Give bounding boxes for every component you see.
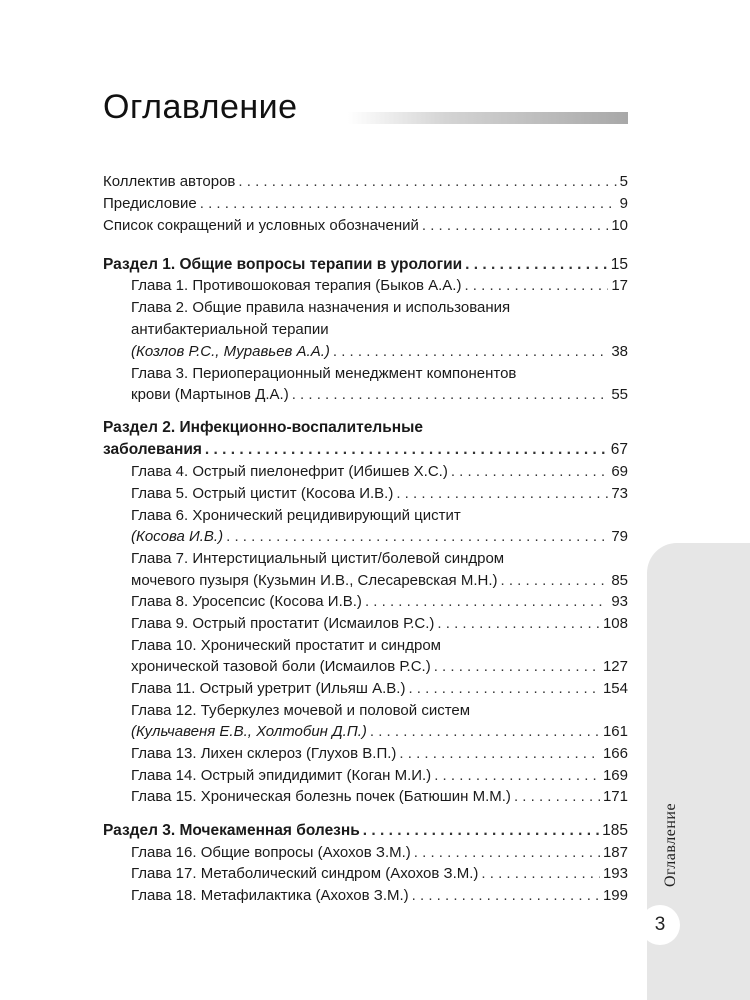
- toc-entry[interactable]: [103, 216, 628, 236]
- toc-chapter-14[interactable]: Глава 14. Острый эпидидимит (Коган М.И.) . . . 169: [131, 766, 628, 786]
- toc-chapter-2-line2[interactable]: антибактериальной терапии: [131, 321, 329, 338]
- toc-chapter-2[interactable]: (Козлов Р.С., Муравьев А.А.) . . . 38: [131, 342, 628, 362]
- toc-section-2[interactable]: заболевания . . . 67: [103, 440, 628, 460]
- toc-chapter-9[interactable]: Глава 9. Острый простатит (Исмаилов Р.С.) . . . 108: [131, 614, 628, 634]
- toc-chapter-6-line1[interactable]: Глава 6. Хронический рецидивирующий цистит: [131, 507, 461, 524]
- toc-chapter-3-line1[interactable]: Глава 3. Периоперационный менеджмент компонентов: [131, 365, 517, 382]
- side-tab-label: Оглавление: [662, 802, 679, 888]
- toc-chapter-12-line1[interactable]: Глава 12. Туберкулез мочевой и половой систем: [131, 702, 471, 719]
- toc-chapter-12[interactable]: (Кульчавеня Е.В., Холтобин Д.П.) . . . 161: [131, 722, 628, 742]
- section-title: Раздел 1. Общие вопросы терапии в урологии: [103, 256, 463, 273]
- toc-chapter-5[interactable]: Глава 5. Острый цистит (Косова И.В.) . . . 73: [131, 484, 628, 504]
- toc-chapter-17[interactable]: Глава 17. Метаболический синдром (Ахохов З.М.) . . . 193: [131, 864, 628, 884]
- toc-section-1[interactable]: [103, 255, 628, 275]
- toc-chapter-7[interactable]: мочевого пузыря (Кузьмин И.В., Слесаревская М.Н.) . . . 85: [131, 571, 628, 591]
- toc-entry-text: Предисловие: [103, 195, 197, 212]
- toc-entry[interactable]: [103, 194, 628, 214]
- toc-chapter-3[interactable]: крови (Мартынов Д.А.) . . . 55: [131, 385, 628, 405]
- toc-chapter-1[interactable]: Глава 1. Противошоковая терапия (Быков А.А.) . . . 17: [131, 276, 628, 296]
- toc-chapter-7-line1[interactable]: Глава 7. Интерстициальный цистит/болевой синдром: [131, 550, 505, 567]
- toc-entry-text: Коллектив авторов: [103, 173, 236, 190]
- toc-entry-page: 9: [619, 195, 628, 212]
- toc-chapter-10[interactable]: хронической тазовой боли (Исмаилов Р.С.) . . . 127: [131, 657, 628, 677]
- page-number: 3: [640, 905, 680, 945]
- toc-entry-page: 10: [611, 217, 628, 234]
- section-page: 15: [610, 256, 628, 273]
- toc-entry-text: Список сокращений и условных обозначений: [103, 217, 419, 234]
- toc-chapter-15[interactable]: Глава 15. Хроническая болезнь почек (Батюшин М.М.) . . . 171: [131, 787, 628, 807]
- toc-chapter-4[interactable]: Глава 4. Острый пиелонефрит (Ибишев Х.С.) . . . 69: [131, 462, 628, 482]
- page-title: Оглавление: [103, 88, 298, 126]
- toc-chapter-6[interactable]: (Косова И.В.) . . . 79: [131, 527, 628, 547]
- toc-chapter-16[interactable]: Глава 16. Общие вопросы (Ахохов З.М.) . . . 187: [131, 843, 628, 863]
- toc-section-3[interactable]: Раздел 3. Мочекаменная болезнь . . . 185: [103, 821, 628, 841]
- toc-entry-page: 5: [619, 173, 628, 190]
- toc-section-2-line1[interactable]: Раздел 2. Инфекционно-воспалительные: [103, 419, 423, 436]
- toc-chapter-10-line1[interactable]: Глава 10. Хронический простатит и синдром: [131, 637, 441, 654]
- toc-chapter-11[interactable]: Глава 11. Острый уретрит (Ильяш А.В.) . . . 154: [131, 679, 628, 699]
- toc-chapter-8[interactable]: Глава 8. Уросепсис (Косова И.В.) . . . 93: [131, 592, 628, 612]
- title-gradient-bar: [348, 112, 628, 124]
- toc-chapter-18[interactable]: Глава 18. Метафилактика (Ахохов З.М.) . . . 199: [131, 886, 628, 906]
- toc-chapter-2-line1[interactable]: Глава 2. Общие правила назначения и использования: [131, 299, 511, 316]
- toc-entry[interactable]: [103, 172, 628, 192]
- toc-chapter-13[interactable]: Глава 13. Лихен склероз (Глухов В.П.) . . . 166: [131, 744, 628, 764]
